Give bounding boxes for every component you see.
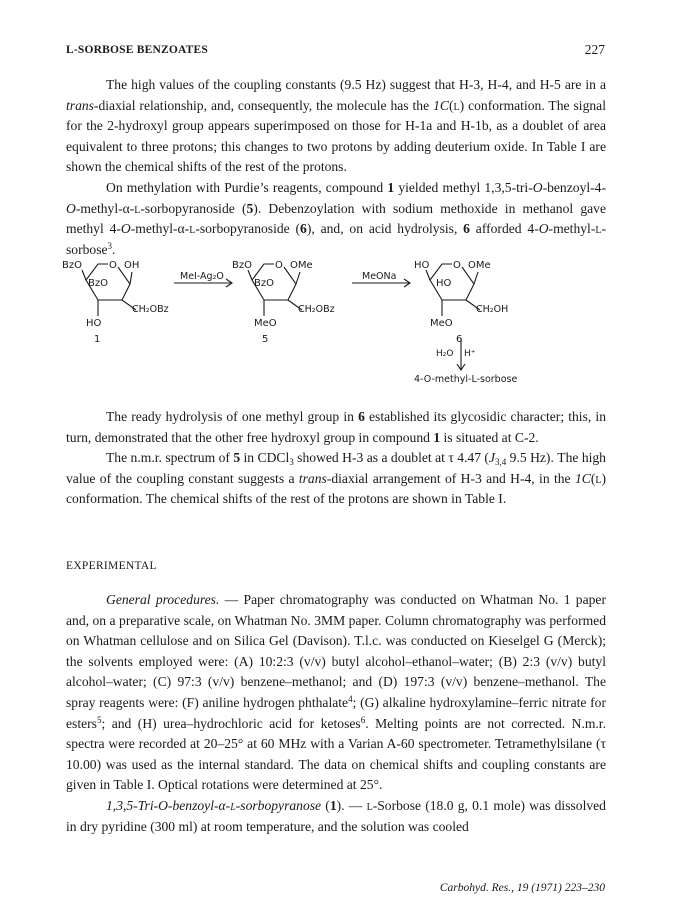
hydrolysis-product: 4-O-methyl-L-sorbose <box>414 374 518 385</box>
c5-ome: OMe <box>290 260 313 271</box>
page-number: 227 <box>584 42 605 57</box>
paragraph-methylation: On methylation with Purdie’s reagents, compound 1 yielded methyl 1,3,5-tri-O-benzoyl-4-O-methyl-α-l-sorbopyranoside (5). Debenzoylation with sodium methoxide in methanol gave methyl 4-O-methyl-α-l-sorbopyranoside (6), and, on acid hydrolysis, 6 afforded 4-O-methyl-l-sorbose$^3$. <box>66 179 606 257</box>
c6-ome: OMe <box>468 260 491 271</box>
section-heading-experimental: EXPERIMENTAL <box>66 560 157 572</box>
arrow3-acid: H⁺ <box>464 349 476 359</box>
arrow3-water: H₂O <box>436 349 454 359</box>
c1-ch2obz: CH₂OBz <box>132 304 169 315</box>
arrow1-reagent: MeI-Ag₂O <box>180 271 224 282</box>
body-text-middle <box>66 407 606 510</box>
paragraph-conformation: The high values of the coupling constants (9.5 Hz) suggest that H-3, H-4, and H-5 are in a trans-diaxial relationship, and, consequently, the molecule has the 1C(l) conformation. The signal for the 2-hydroxyl group appears superimposed on those for H-1a and H-1b, as a doublet of area equivalent to three protons; this changes to two protons by adding deuterium oxide. In Table I are shown the chemical shifts of the rest of the protons. <box>66 77 606 175</box>
c5-bzo-top: BzO <box>232 260 252 271</box>
c1-ho: HO <box>86 318 102 329</box>
c1-bzo-ring: BzO <box>88 278 108 289</box>
c6-number: 6 <box>456 334 463 345</box>
c5-ring-o: O <box>275 260 283 271</box>
c1-ring-o: O <box>109 260 117 271</box>
running-title: L-SORBOSE BENZOATES <box>66 44 208 56</box>
journal-citation-footer: Carbohyd. Res., 19 (1971) 223–230 <box>439 882 605 894</box>
c6-ch2oh: CH₂OH <box>476 304 509 315</box>
c5-ch2obz: CH₂OBz <box>298 304 335 315</box>
arrow2-reagent: MeONa <box>362 271 397 282</box>
body-text-experimental <box>66 590 606 837</box>
reaction-scheme <box>0 250 677 390</box>
c1-oh: OH <box>124 260 140 271</box>
c6-meo: MeO <box>430 318 453 329</box>
c1-number: 1 <box>94 334 101 345</box>
c6-ring-o: O <box>453 260 461 271</box>
c5-meo: MeO <box>254 318 277 329</box>
paragraph-general-procedures: General procedures. — Paper chromatography was conducted on Whatman No. 1 paper and, on a preparative scale, on Whatman No. 3MM paper. Column chromatography was performed on Whatman cellulose and on Silica Gel (Davison). T.l.c. was conducted on Kieselgel G (Merck); the solvents employed were: (A) 10:2:3 (v/v) butyl alcohol–ethanol–water; (B) 2:3 (v/v) butyl alcohol–water; (C) 97:3 (v/v) benzene–methanol; and (D) 197:3 (v/v) benzene–methanol. The spray reagents were: (F) aniline hydrogen phthalate$^4$; (G) alkaline hydroxylamine–ferric nitrate for esters$^5$; and (H) urea–hydrochloric acid for ketoses$^6$. Melting points are not corrected. N.m.r. spectra were recorded at 20–25° at 60 MHz with a Varian A-60 spectrometer. Tetramethylsilane (τ 10.00) was used as the internal standard. The data on chemical shifts and coupling constants are given in Table I. Optical rotations were determined at 25°. <box>66 592 606 793</box>
paragraph-hydrolysis: The ready hydrolysis of one methyl group in 6 established its glycosidic character; this, in turn, demonstrated that the other free hydroxyl group in compound 1 is situated at C-2. <box>66 409 606 445</box>
c5-number: 5 <box>262 334 269 345</box>
c6-ho-ring: HO <box>436 278 452 289</box>
paragraph-tribenzoyl-prep: 1,3,5-Tri-O-benzoyl-α-l-sorbopyranose (1). — l-Sorbose (18.0 g, 0.1 mole) was dissolved in dry pyridine (300 ml) at room temperature, and the solution was cooled <box>66 797 606 834</box>
paragraph-nmr: The n.m.r. spectrum of 5 in CDCl$_3$ showed H-3 as a doublet at τ 4.47 ($J_{3,4}$ 9.5 Hz). The high value of the coupling constant suggests a trans-diaxial arrangement of H-3 and H-4, in the 1C(l) conformation. The chemical shifts of the rest of the protons are shown in Table I. <box>66 450 606 507</box>
c5-bzo-ring: BzO <box>254 278 274 289</box>
c6-ho-top: HO <box>414 260 430 271</box>
body-text-top <box>66 75 606 260</box>
c1-bzo-top: BzO <box>62 260 82 271</box>
